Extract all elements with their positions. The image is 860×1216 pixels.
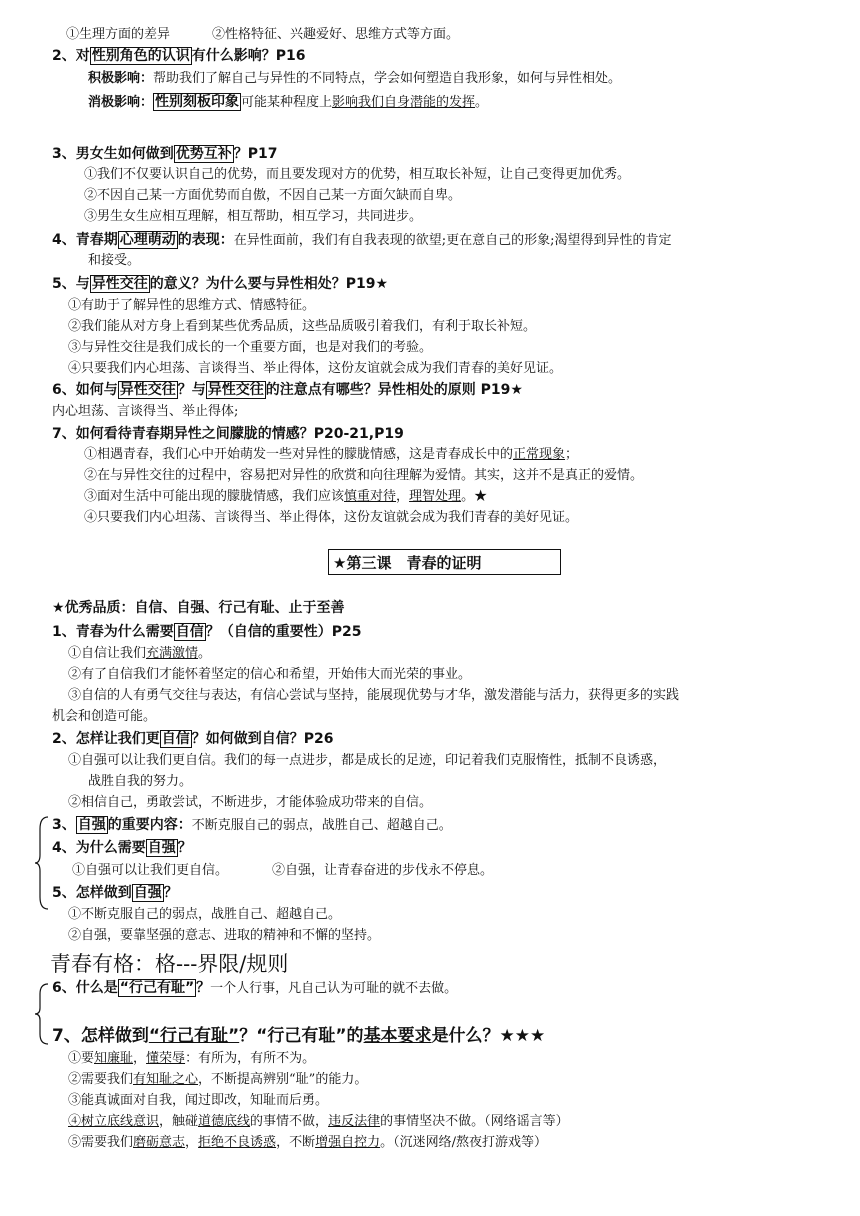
- key-term-box: 优势互补: [175, 146, 232, 162]
- r7-point-5: ⑤需要我们磨砺意志，拒绝不良诱惑，不断增强自控力。（沉迷网络/熬夜打游戏等）: [68, 1135, 547, 1150]
- key-term-box: 异性交往: [207, 382, 264, 398]
- key-term-box: 性别刻板印象: [155, 94, 240, 110]
- s1-point-3: ③自信的人有勇气交往与表达，有信心尝试与坚持，能展现优势与才华，激发潜能与活力，获得更多的实践: [68, 688, 680, 703]
- section-5: 5、怎样做到 自强 ？: [52, 885, 178, 901]
- positive-effect: 积极影响：帮助我们了解自己与异性的不同特点，学会如何塑造自我形象，如何与异性相处。: [88, 71, 622, 86]
- r7-point-1: ①要知廉耻，懂荣辱：有所为，有所不为。: [68, 1051, 316, 1066]
- q7-point-1: ①相遇青春，我们心中开始萌发一些对异性的朦胧情感，这是青春成长中的正常现象；: [84, 447, 579, 462]
- section-4: 4、为什么需要 自强 ？: [52, 840, 192, 856]
- key-term-box: 心理萌动: [119, 232, 176, 248]
- key-term-box: 自信: [161, 731, 190, 747]
- q3-point-1: ①我们不仅要认识自己的优势，而且要发现对方的优势，相互取长补短，让自己变得更加优秀。: [84, 167, 631, 182]
- s4-points: ①自强可以让我们更自信。 ②自强，让青春奋进的步伐永不停息。: [72, 863, 494, 878]
- q5-point-3: ③与异性交往是我们成长的一个重要方面，也是对我们的考验。: [68, 340, 433, 355]
- question-4: 4、青春期 心理萌动 的表现：在异性面前，我们有自我表现的欲望;更在意自己的形象;渴望得到异性的肯定: [52, 232, 672, 248]
- s1-point-3-cont: 机会和创造可能。: [52, 709, 157, 724]
- r7-point-4: ④树立底线意识，触碰道德底线的事情不做，违反法律的事情坚决不做。（网络谣言等）: [68, 1114, 569, 1129]
- line-physical-diff: [66, 26, 459, 44]
- q7-point-4: ④只要我们内心坦荡、言谈得当、举止得体，这份友谊就会成为我们青春的美好见证。: [84, 510, 579, 525]
- r7-point-3: ③能真诚面对自我，闻过即改，知耻而后勇。: [68, 1093, 329, 1108]
- key-term-box: 异性交往: [119, 382, 176, 398]
- negative-effect: 消极影响： 性别刻板印象 可能某种程度上影响我们自身潜能的发挥。: [88, 94, 489, 110]
- q4-continuation: 和接受。: [88, 253, 141, 268]
- section-3: 3、 自强 的重要内容：不断克服自己的弱点，战胜自己、超越自己。: [52, 817, 452, 833]
- brace-left: [34, 815, 50, 911]
- key-term-box: 性别角色的认识: [91, 48, 190, 64]
- s2-point-2: ②相信自己，勇敢尝试，不断进步，才能体验成功带来的自信。: [68, 795, 433, 810]
- key-term-box: 自强: [77, 817, 106, 833]
- q5-point-4: ④只要我们内心坦荡、言谈得当、举止得体，这份友谊就会成为我们青春的美好见证。: [68, 361, 563, 376]
- q5-point-2: ②我们能从对方身上看到某些优秀品质，这些品质吸引着我们，有利于取长补短。: [68, 319, 537, 334]
- question-5: 5、与 异性交往 的意义？为什么要与异性相处？P19★: [52, 276, 389, 292]
- question-3: 3、男女生如何做到 优势互补 ？P17: [52, 146, 278, 162]
- s5-point-1: ①不断克服自己的弱点，战胜自己、超越自己。: [68, 907, 342, 922]
- r7-point-2: ②需要我们有知耻之心，不断提高辨别“耻”的能力。: [68, 1072, 368, 1087]
- virtues-line: ★优秀品质：自信、自强、行己有耻、止于至善: [52, 600, 345, 616]
- s1-point-2: ②有了自信我们才能怀着坚定的信心和希望，开始伟大而光荣的事业。: [68, 667, 472, 682]
- brace-left-2: [34, 982, 50, 1046]
- section-heading: 青春有格：格---界限/规则: [50, 952, 289, 976]
- key-term-box: “行己有耻”: [119, 980, 195, 996]
- item-personality: ②性格特征、兴趣爱好、思维方式等方面。: [212, 27, 460, 42]
- question-7: 7、如何看待青春期异性之间朦胧的情感？P20-21,P19: [52, 426, 404, 442]
- lesson-title: ★第三课 青春的证明: [328, 549, 561, 575]
- key-term-box: 异性交往: [91, 276, 148, 292]
- question-2: 2、对 性别角色的认识 有什么影响？P16: [52, 48, 306, 64]
- s2-point-1-cont: 战胜自我的努力。: [88, 774, 193, 789]
- q3-point-2: ②不因自己某一方面优势而自傲，不因自己某一方面欠缺而自卑。: [84, 188, 462, 203]
- q7-point-3: ③面对生活中可能出现的朦胧情感，我们应该慎重对待，理智处理。★: [84, 489, 488, 504]
- key-term-box: 自强: [147, 840, 176, 856]
- s5-point-2: ②自强，要靠坚强的意志、进取的精神和不懈的坚持。: [68, 928, 381, 943]
- question-6b: 6、什么是 “行己有耻” ？一个人行事，凡自己认为可耻的就不去做。: [52, 980, 458, 996]
- s2-point-1: ①自强可以让我们更自信。我们的每一点进步，都是成长的足迹，印记着我们克服惰性，抵制不良诱惑，: [68, 753, 667, 768]
- key-term-box: 自强: [133, 885, 162, 901]
- item-physical: ①生理方面的差异: [66, 27, 171, 42]
- section-1: 1、青春为什么需要 自信 ？（自信的重要性）P25: [52, 624, 362, 640]
- key-term-box: 自信: [175, 624, 204, 640]
- question-6: 6、如何与 异性交往 ？与 异性交往 的注意点有哪些？异性相处的原则 P19★: [52, 382, 523, 398]
- question-7b: 7、怎样做到“行己有耻”？“行己有耻”的基本要求是什么？★★★: [52, 1026, 546, 1046]
- q7-point-2: ②在与异性交往的过程中，容易把对异性的欣赏和向往理解为爱情。其实，这并不是真正的爱情。: [84, 468, 644, 483]
- q5-point-1: ①有助于了解异性的思维方式、情感特征。: [68, 298, 316, 313]
- q3-point-3: ③男生女生应相互理解，相互帮助，相互学习，共同进步。: [84, 209, 423, 224]
- section-2: 2、怎样让我们更 自信 ？如何做到自信？P26: [52, 731, 334, 747]
- q6-answer: 内心坦荡、言谈得当、举止得体;: [52, 404, 239, 419]
- s1-point-1: ①自信让我们充满激情。: [68, 646, 212, 661]
